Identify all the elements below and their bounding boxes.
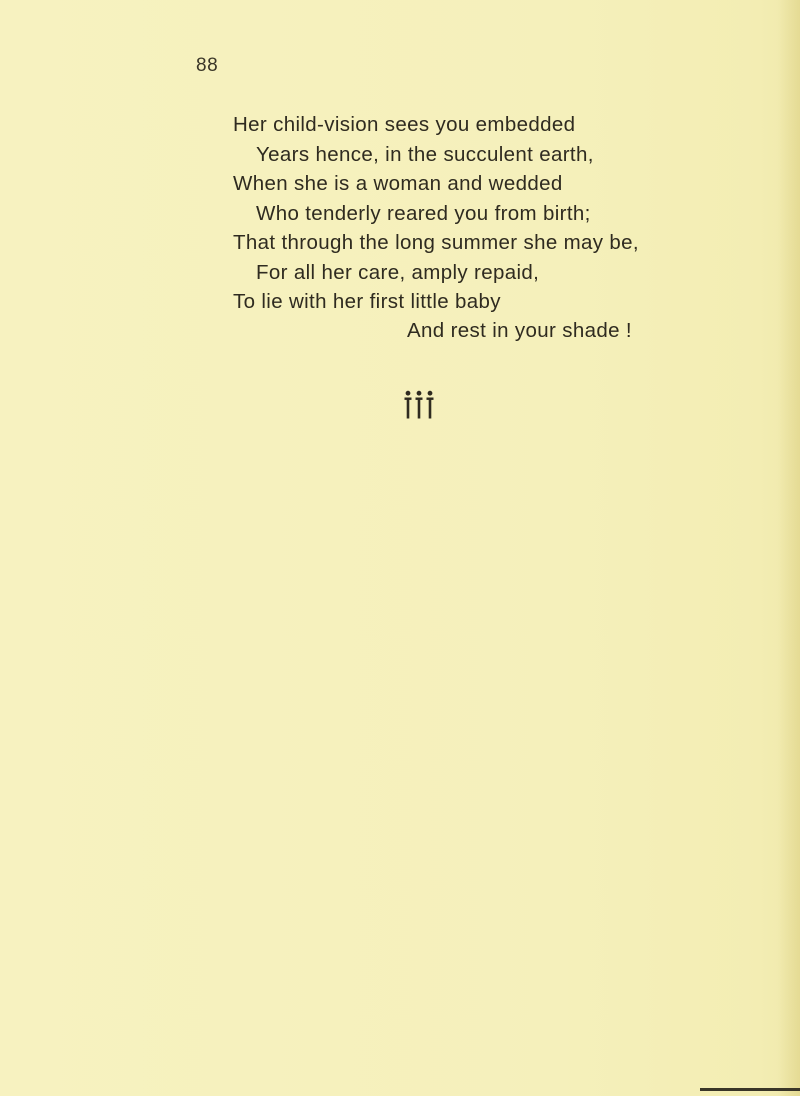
page-edge-shadow xyxy=(778,0,800,1096)
page-number: 88 xyxy=(196,55,219,76)
bottom-edge-rule xyxy=(700,1088,800,1091)
poem-line: Her child-vision sees you embedded xyxy=(233,113,576,136)
poem-line: For all her care, amply repaid, xyxy=(256,261,540,284)
poem-line: That through the long summer she may be, xyxy=(233,231,639,254)
poem-line: Years hence, in the succulent earth, xyxy=(256,143,594,166)
poem-line: And rest in your shade ! xyxy=(407,319,632,342)
poem-line: When she is a woman and wedded xyxy=(233,172,563,195)
poem-line: To lie with her first little baby xyxy=(233,290,501,313)
three-figures-ornament-icon xyxy=(403,390,435,420)
poem-line: Who tenderly reared you from birth; xyxy=(256,202,591,225)
